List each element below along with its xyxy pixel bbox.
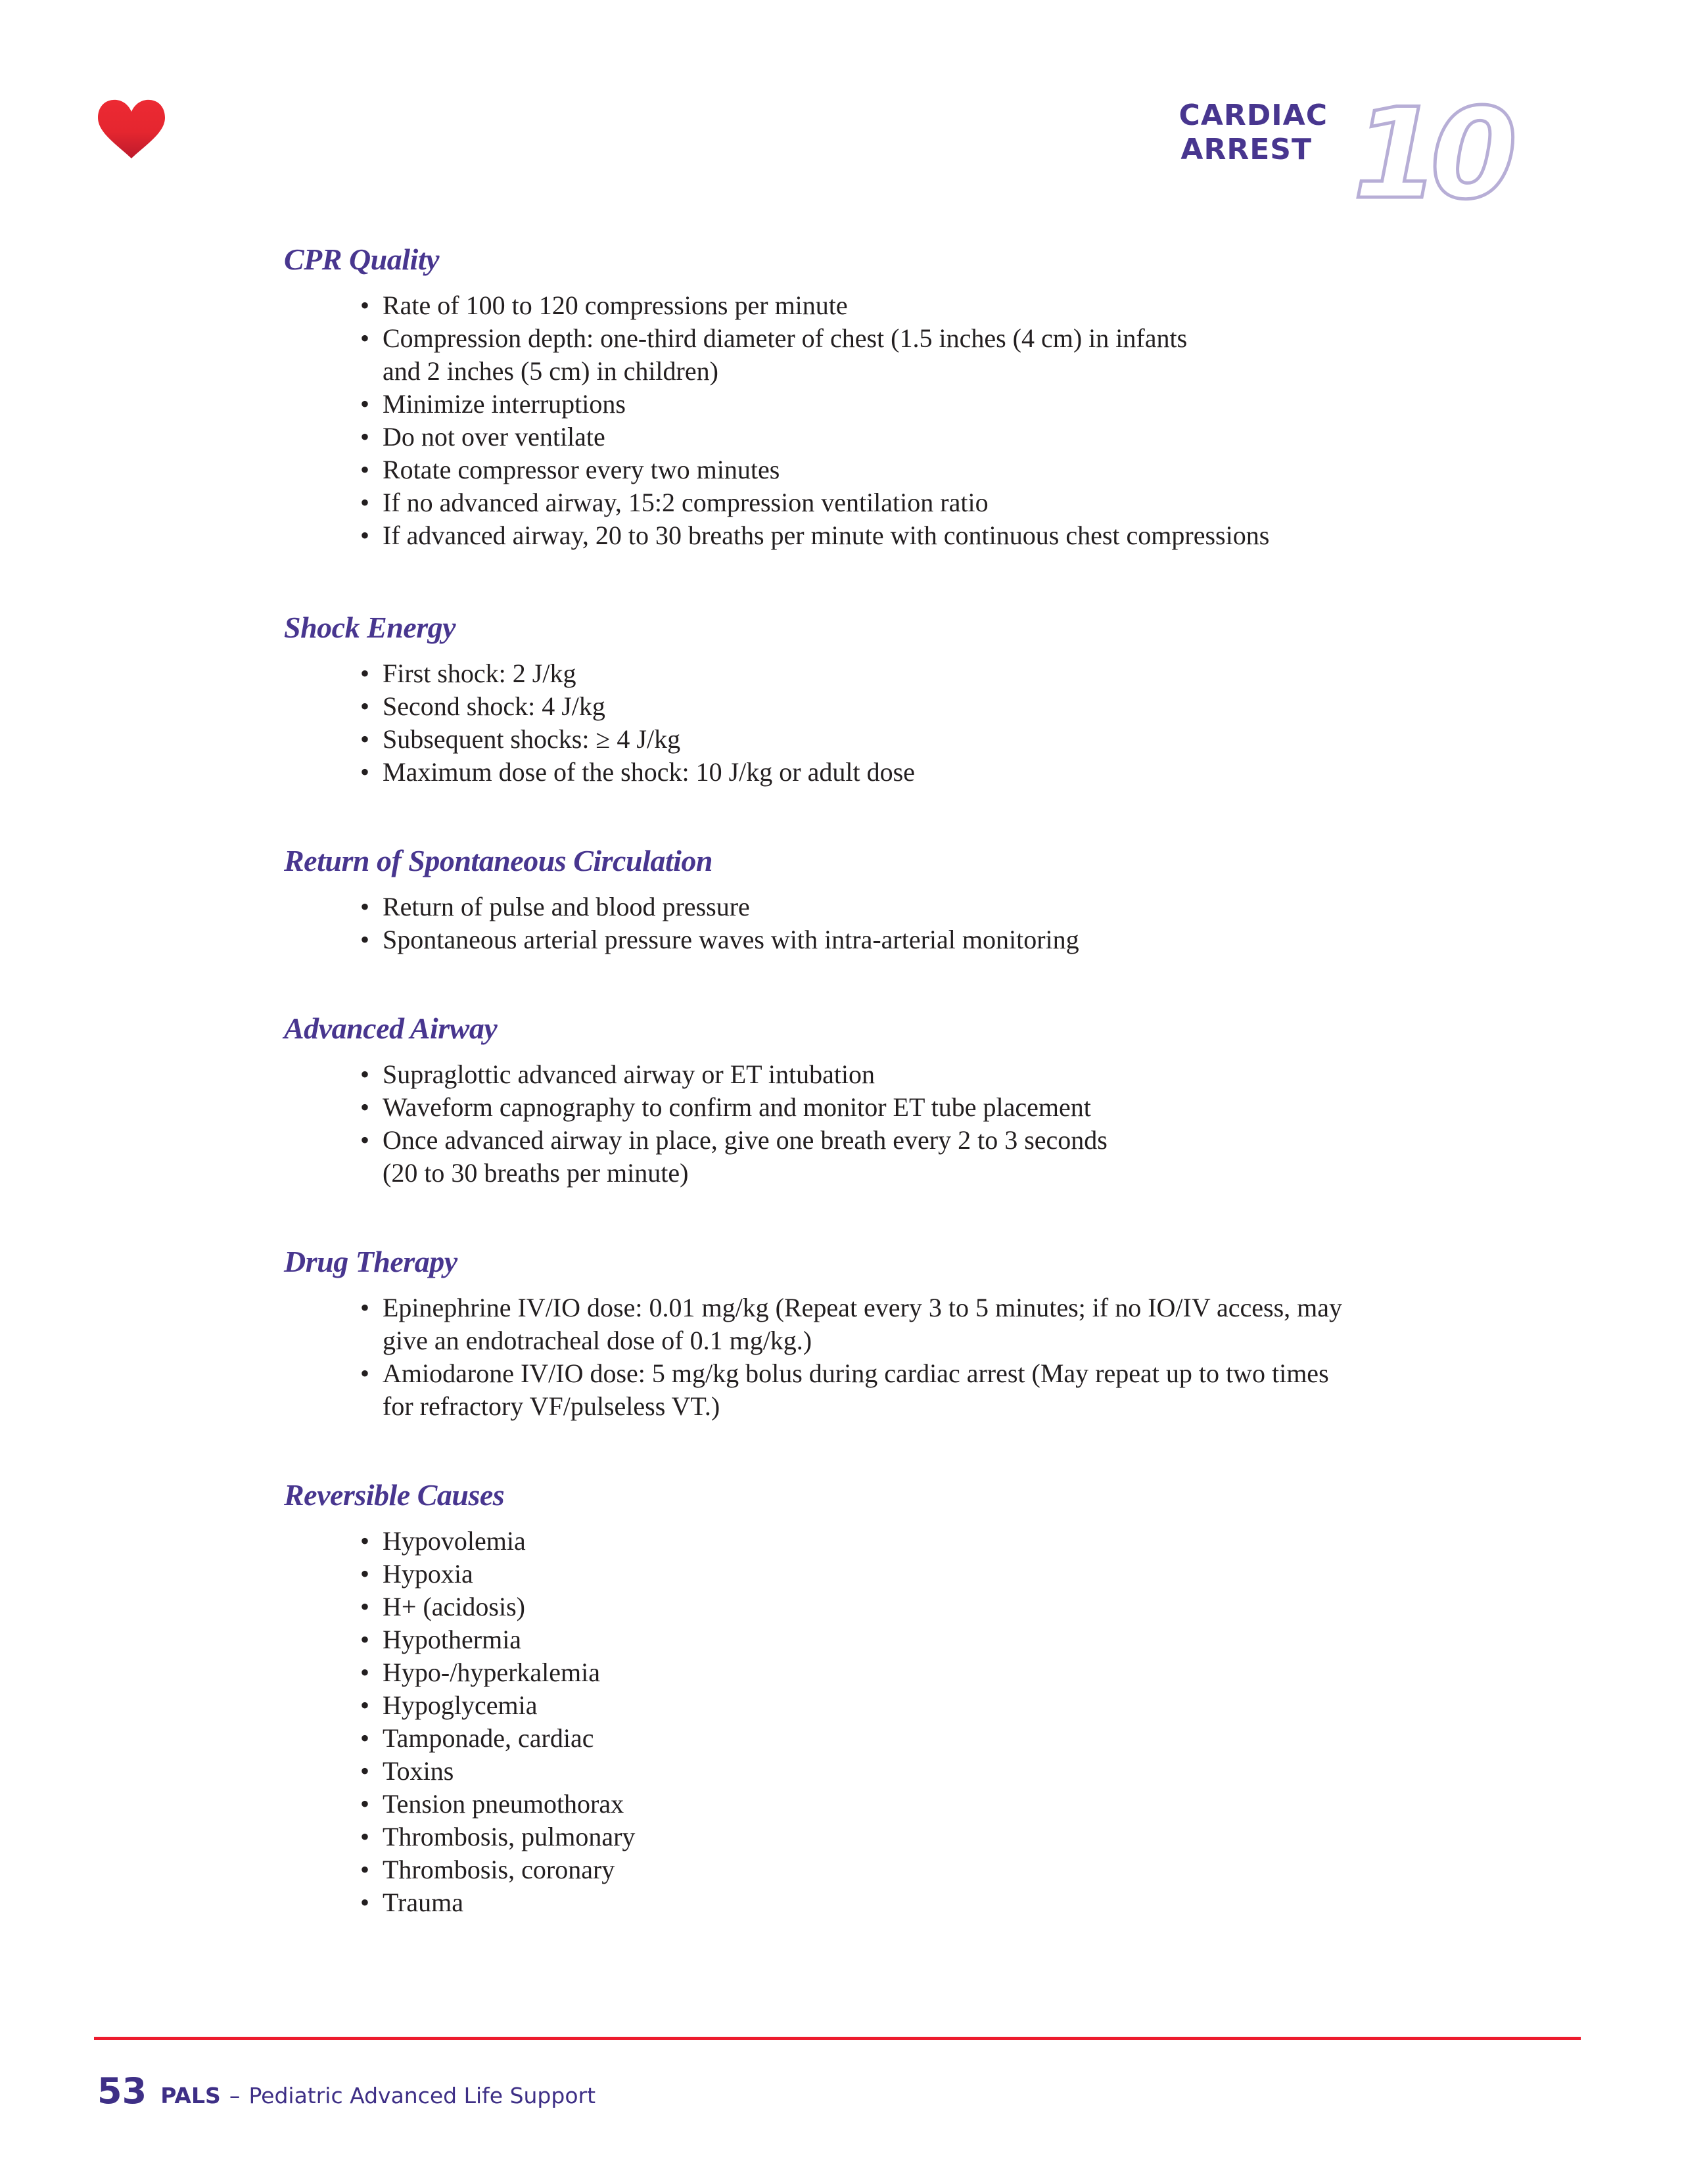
- bullet-icon: •: [360, 691, 369, 721]
- bullet-icon: •: [360, 488, 369, 517]
- bullet-icon: •: [360, 1625, 369, 1654]
- list-item: • Hypoxia: [284, 1558, 1533, 1591]
- chapter-title-line1: CARDIAC: [1179, 99, 1328, 132]
- list-item: • If advanced airway, 20 to 30 breaths per minute with continuous chest compressions: [284, 519, 1533, 552]
- bullet-icon: •: [360, 1888, 369, 1917]
- section-heading: Return of Spontaneous Circulation: [284, 844, 713, 877]
- list-item: • Supraglottic advanced airway or ET intubation: [284, 1058, 1533, 1091]
- bullet-icon: •: [360, 1855, 369, 1884]
- bullet-icon: •: [360, 1092, 369, 1122]
- page-footer: [97, 2070, 596, 2112]
- section-cpr-quality: [284, 243, 1533, 552]
- list-item: • Toxins: [284, 1755, 1533, 1788]
- section-heading: Shock Energy: [284, 611, 456, 644]
- list-item: • H+ (acidosis): [284, 1591, 1533, 1623]
- bullet-icon: •: [360, 1059, 369, 1089]
- list-item: • Hypothermia: [284, 1623, 1533, 1656]
- list-item: • Hypo-/hyperkalemia: [284, 1656, 1533, 1689]
- section-heading: CPR Quality: [284, 243, 440, 276]
- bullet-icon: •: [360, 1723, 369, 1753]
- list-item: • Thrombosis, pulmonary: [284, 1821, 1533, 1853]
- bullet-icon: •: [360, 757, 369, 787]
- bullet-list: [284, 1525, 1533, 1919]
- bullet-icon: •: [360, 290, 369, 320]
- list-item: • Rotate compressor every two minutes: [284, 453, 1533, 486]
- bullet-icon: •: [360, 389, 369, 419]
- list-item: • Once advanced airway in place, give one breath every 2 to 3 seconds (20 to 30 breaths per minute): [284, 1124, 1533, 1190]
- list-item: • Epinephrine IV/IO dose: 0.01 mg/kg (Repeat every 3 to 5 minutes; if no IO/IV access, may give an endotracheal dose of 0.1 mg/kg.): [284, 1291, 1533, 1357]
- bullet-icon: •: [360, 1658, 369, 1687]
- section-drug-therapy: [284, 1245, 1533, 1423]
- footer-separator: –: [229, 2083, 241, 2108]
- footer-brand: PALS: [160, 2083, 221, 2108]
- bullet-icon: •: [360, 1592, 369, 1621]
- bullet-icon: •: [360, 521, 369, 550]
- section-heading: Reversible Causes: [284, 1478, 505, 1512]
- section-rosc: [284, 845, 1533, 956]
- list-item: • Thrombosis, coronary: [284, 1853, 1533, 1886]
- list-item: • Waveform capnography to confirm and monitor ET tube placement: [284, 1091, 1533, 1124]
- bullet-icon: •: [360, 422, 369, 452]
- page-number: 53: [97, 2070, 147, 2112]
- section-reversible-causes: [284, 1479, 1533, 1919]
- footer-divider: [94, 2037, 1581, 2040]
- chapter-title-line2: ARREST: [1180, 133, 1312, 166]
- list-item: • Compression depth: one-third diameter of chest (1.5 inches (4 cm) in infants and 2 inches (5 cm) in children): [284, 322, 1533, 388]
- list-item: • Maximum dose of the shock: 10 J/kg or adult dose: [284, 756, 1533, 789]
- bullet-icon: •: [360, 892, 369, 921]
- chapter-badge: [1170, 92, 1538, 210]
- list-item: • Second shock: 4 J/kg: [284, 690, 1533, 723]
- section-advanced-airway: [284, 1012, 1533, 1190]
- list-item: • Amiodarone IV/IO dose: 5 mg/kg bolus during cardiac arrest (May repeat up to two times for refractory VF/pulseless VT.): [284, 1357, 1533, 1423]
- section-shock-energy: [284, 611, 1533, 789]
- section-heading: Advanced Airway: [284, 1011, 498, 1045]
- list-item: • Do not over ventilate: [284, 421, 1533, 453]
- list-item: • Spontaneous arterial pressure waves with intra-arterial monitoring: [284, 923, 1533, 956]
- list-item: • Tension pneumothorax: [284, 1788, 1533, 1821]
- bullet-list: [284, 289, 1533, 552]
- bullet-icon: •: [360, 1559, 369, 1589]
- bullet-icon: •: [360, 659, 369, 688]
- bullet-list: [284, 891, 1533, 956]
- footer-subtitle: Pediatric Advanced Life Support: [248, 2083, 596, 2108]
- bullet-icon: •: [360, 1293, 369, 1322]
- bullet-icon: •: [360, 925, 369, 954]
- list-item: • First shock: 2 J/kg: [284, 657, 1533, 690]
- list-item: • Hypoglycemia: [284, 1689, 1533, 1722]
- bullet-icon: •: [360, 1690, 369, 1720]
- list-item: • Return of pulse and blood pressure: [284, 891, 1533, 923]
- bullet-icon: •: [360, 1756, 369, 1786]
- chapter-number: [1347, 92, 1518, 207]
- chapter-title: [1179, 99, 1328, 167]
- bullet-list: [284, 1058, 1533, 1190]
- list-item: • Minimize interruptions: [284, 388, 1533, 421]
- section-heading: Drug Therapy: [284, 1245, 457, 1278]
- list-item: • If no advanced airway, 15:2 compression ventilation ratio: [284, 486, 1533, 519]
- heart-icon: [97, 99, 166, 159]
- list-item: • Tamponade, cardiac: [284, 1722, 1533, 1755]
- bullet-icon: •: [360, 455, 369, 484]
- list-item: • Subsequent shocks: ≥ 4 J/kg: [284, 723, 1533, 756]
- chapter-number-text: 10: [1353, 92, 1508, 207]
- bullet-icon: •: [360, 1526, 369, 1556]
- bullet-icon: •: [360, 1789, 369, 1819]
- bullet-icon: •: [360, 323, 369, 353]
- list-item: • Trauma: [284, 1886, 1533, 1919]
- list-item: • Rate of 100 to 120 compressions per minute: [284, 289, 1533, 322]
- list-item: • Hypovolemia: [284, 1525, 1533, 1558]
- bullet-icon: •: [360, 1359, 369, 1388]
- bullet-list: [284, 657, 1533, 789]
- bullet-icon: •: [360, 724, 369, 754]
- bullet-icon: •: [360, 1125, 369, 1155]
- bullet-icon: •: [360, 1822, 369, 1851]
- bullet-list: [284, 1291, 1533, 1423]
